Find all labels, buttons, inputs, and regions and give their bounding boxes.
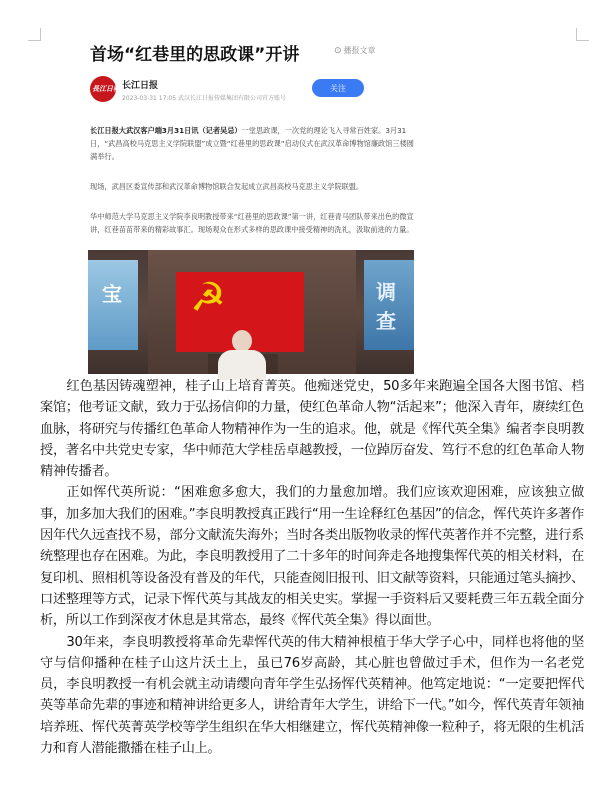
page-corner-mark-top-right [576, 28, 589, 41]
hammer-sickle-icon: ☭ [190, 275, 226, 321]
speaker [232, 330, 252, 352]
page-corner-mark-top-left [28, 28, 41, 41]
article-paragraph: 现场，武昌区委宣传部和武汉革命博物馆联合发起成立武昌高校马克思主义学院联盟。 [90, 182, 364, 191]
speaker-icon: ⊙ [334, 45, 342, 56]
left-display-screen: 宝 [88, 260, 138, 350]
body-paragraph: 30年来，李良明教授将革命先辈恽代英的伟大精神根植于华大学子心中，同样也将他的坚守与信仰播种在桂子山这片沃土上，虽已76岁高龄，其心脏也曾做过手术，但作为一名老党员，李良明教授一有机会就主动请缨向青年学生弘扬恽代英精神。他笃定地说：“一定要把恽代英等革命先辈的事迹和精神讲给更多人，讲给青年大学生，讲给下一代。”如今，恽代英青年领袖培养班、恽代英菁英学校等学生组织在华大相继建立，恽代英精神像一粒种子，将无限的生机活力和育人潜能撒播在桂子山上。 [40, 634, 584, 757]
body-paragraph: 正如恽代英所说：“困难愈多愈大，我们的力量愈加增。我们应该欢迎困难，应该独立做事，加多加大我们的困难。”李良明教授真正践行“用一生诠释红色基因”的信念，恽代英许多著作因年代久远查找不易，部分文献流失海外；当时各类出版物收录的恽代英著作并不完整，进行系统整理也存在困难。为此，李良明教授用了二十多年的时间奔走各地搜集恽代英的相关材料，在复印机、照相机等设备没有普及的年代，只能查阅旧报刊、旧文献等资料，只能通过笔头摘抄、口述整理等方式，记录下恽代英与其战友的相关史实。掌握一手资料后又要耗费三年五载全面分析，所以工作到深夜才休息是其常态，最终《恽代英全集》得以面世。 [40, 485, 584, 629]
listen-label: 播报文章 [343, 46, 376, 55]
right-display-screen: 调查 [364, 260, 414, 350]
article-paragraph: 华中师范大学马克思主义学院李良明教授带来“红巷里的思政课”第一讲，红巷青马团队带来出色的微宣讲，红巷苗苗带来的精彩故事汇。现场观众在形式多样的思政课中接受精神的洗礼，汲取前进的力量。 [90, 212, 414, 234]
event-photo [88, 250, 414, 374]
body-paragraph: 红色基因铸魂塑神，桂子山上培育菁英。他痴迷党史，50多年来跑遍全国各大图书馆、档案馆；他考证文献，致力于弘扬信仰的力量，使红色革命人物“活起来”；他深入青年，赓续红色血脉，将研究与传播红色革命人物精神作为一生的追求。他，就是《恽代英全集》编者李良明教授，著名中共党史专家，华中师范大学桂岳卓越教授，一位踔厉奋发、笃行不怠的红色革命人物精神传播者。 [40, 379, 584, 480]
body-text [40, 376, 584, 759]
article-paragraph: 长江日报大武汉客户端3月31日讯（记者吴忌）一堂思政课，一次党的理论飞入寻常百姓家。3月31日，“武昌高校马克思主义学院联盟”成立暨“红巷里的思政课”启动仪式在武汉革命博物馆廉政馆三楼圆满举行。 [90, 126, 414, 161]
follow-button[interactable]: 关注 [312, 79, 364, 97]
newspaper-logo: 長江日報 [90, 76, 116, 102]
source-meta: 2023-03-31 17:05 武汉长江日报传媒集团有限公司官方账号 [122, 95, 286, 102]
source-name[interactable]: 长江日报 [122, 81, 159, 91]
article-headline: 首场“红巷里的思政课”开讲 [90, 45, 300, 65]
listen-button[interactable] [334, 45, 376, 56]
